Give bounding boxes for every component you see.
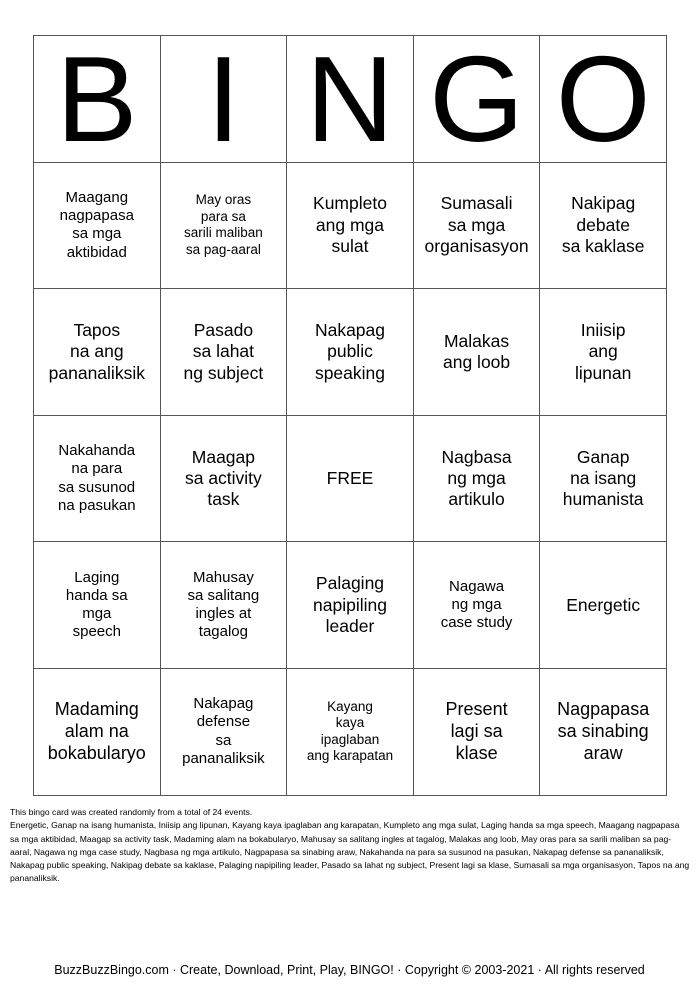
header-letter-i: I — [160, 36, 287, 163]
bingo-cell: Nakahanda na para sa susunod na pasukan — [34, 415, 161, 542]
free-space-cell: FREE — [287, 415, 414, 542]
bingo-cell: Energetic — [540, 542, 667, 669]
bingo-cell: Maagang nagpapasa sa mga aktibidad — [34, 162, 161, 289]
bingo-header-row — [34, 36, 667, 163]
bingo-cell: Palaging napipiling leader — [287, 542, 414, 669]
bingo-row — [34, 162, 667, 289]
footer-intro: This bingo card was created randomly from a total of 24 events. — [10, 807, 253, 817]
footer-event-list: Energetic, Ganap na isang humanista, Iniisip ang lipunan, Kayang kaya ipaglaban ang karapatan, Kumpleto ang mga sulat, Laging handa sa mga speech, Maagang nagpapasa sa mga aktibidad, Maagap sa activity task, Madaming alam na bokabularyo, Mahusay sa salitang ingles at tagalog, Malakas ang loob, May oras para sa sarili maliban sa pag-aaral, Nagawa ng mga case study, Nagbasa ng mga artikulo, Nagpapasa sa sinabing araw, Nakahanda na para sa susunod na pasukan, Nakapag defense sa pananaliksik, Nakapag public speaking, Nakipag debate sa kaklase, Palaging napipiling leader, Pasado sa lahat ng subject, Present lagi sa klase, Sumasali sa mga organisasyon, Tapos na ang pananaliksik. — [10, 820, 690, 884]
copyright-line: BuzzBuzzBingo.com · Create, Download, Print, Play, BINGO! · Copyright © 2003-2021 · All rights reserved — [54, 963, 645, 977]
bingo-cell: Mahusay sa salitang ingles at tagalog — [160, 542, 287, 669]
bingo-cell: Nakapag defense sa pananaliksik — [160, 668, 287, 795]
header-letter-n: N — [287, 36, 414, 163]
bingo-cell: Madaming alam na bokabularyo — [34, 668, 161, 795]
header-letter-g: G — [413, 36, 540, 163]
bingo-cell: Nagpapasa sa sinabing araw — [540, 668, 667, 795]
bingo-cell: May oras para sa sarili maliban sa pag-aaral — [160, 162, 287, 289]
bingo-row — [34, 415, 667, 542]
bingo-cell: Nagawa ng mga case study — [413, 542, 540, 669]
bingo-row — [34, 542, 667, 669]
bingo-cell: Iniisip ang lipunan — [540, 289, 667, 416]
bingo-cell: Kayang kaya ipaglaban ang karapatan — [287, 668, 414, 795]
bingo-cell: Ganap na isang humanista — [540, 415, 667, 542]
bingo-cell: Laging handa sa mga speech — [34, 542, 161, 669]
footer-note — [10, 806, 690, 886]
bingo-cell: Pasado sa lahat ng subject — [160, 289, 287, 416]
bingo-row — [34, 668, 667, 795]
bingo-cell: Nakapag public speaking — [287, 289, 414, 416]
bingo-cell: Kumpleto ang mga sulat — [287, 162, 414, 289]
bingo-row — [34, 289, 667, 416]
bingo-cell: Sumasali sa mga organisasyon — [413, 162, 540, 289]
bingo-cell: Nagbasa ng mga artikulo — [413, 415, 540, 542]
bingo-card — [33, 30, 667, 796]
header-letter-b: B — [34, 36, 161, 163]
header-letter-o: O — [540, 36, 667, 163]
bingo-cell: Nakipag debate sa kaklase — [540, 162, 667, 289]
bingo-cell: Present lagi sa klase — [413, 668, 540, 795]
bingo-cell: Tapos na ang pananaliksik — [34, 289, 161, 416]
bingo-cell: Maagap sa activity task — [160, 415, 287, 542]
bingo-cell: Malakas ang loob — [413, 289, 540, 416]
